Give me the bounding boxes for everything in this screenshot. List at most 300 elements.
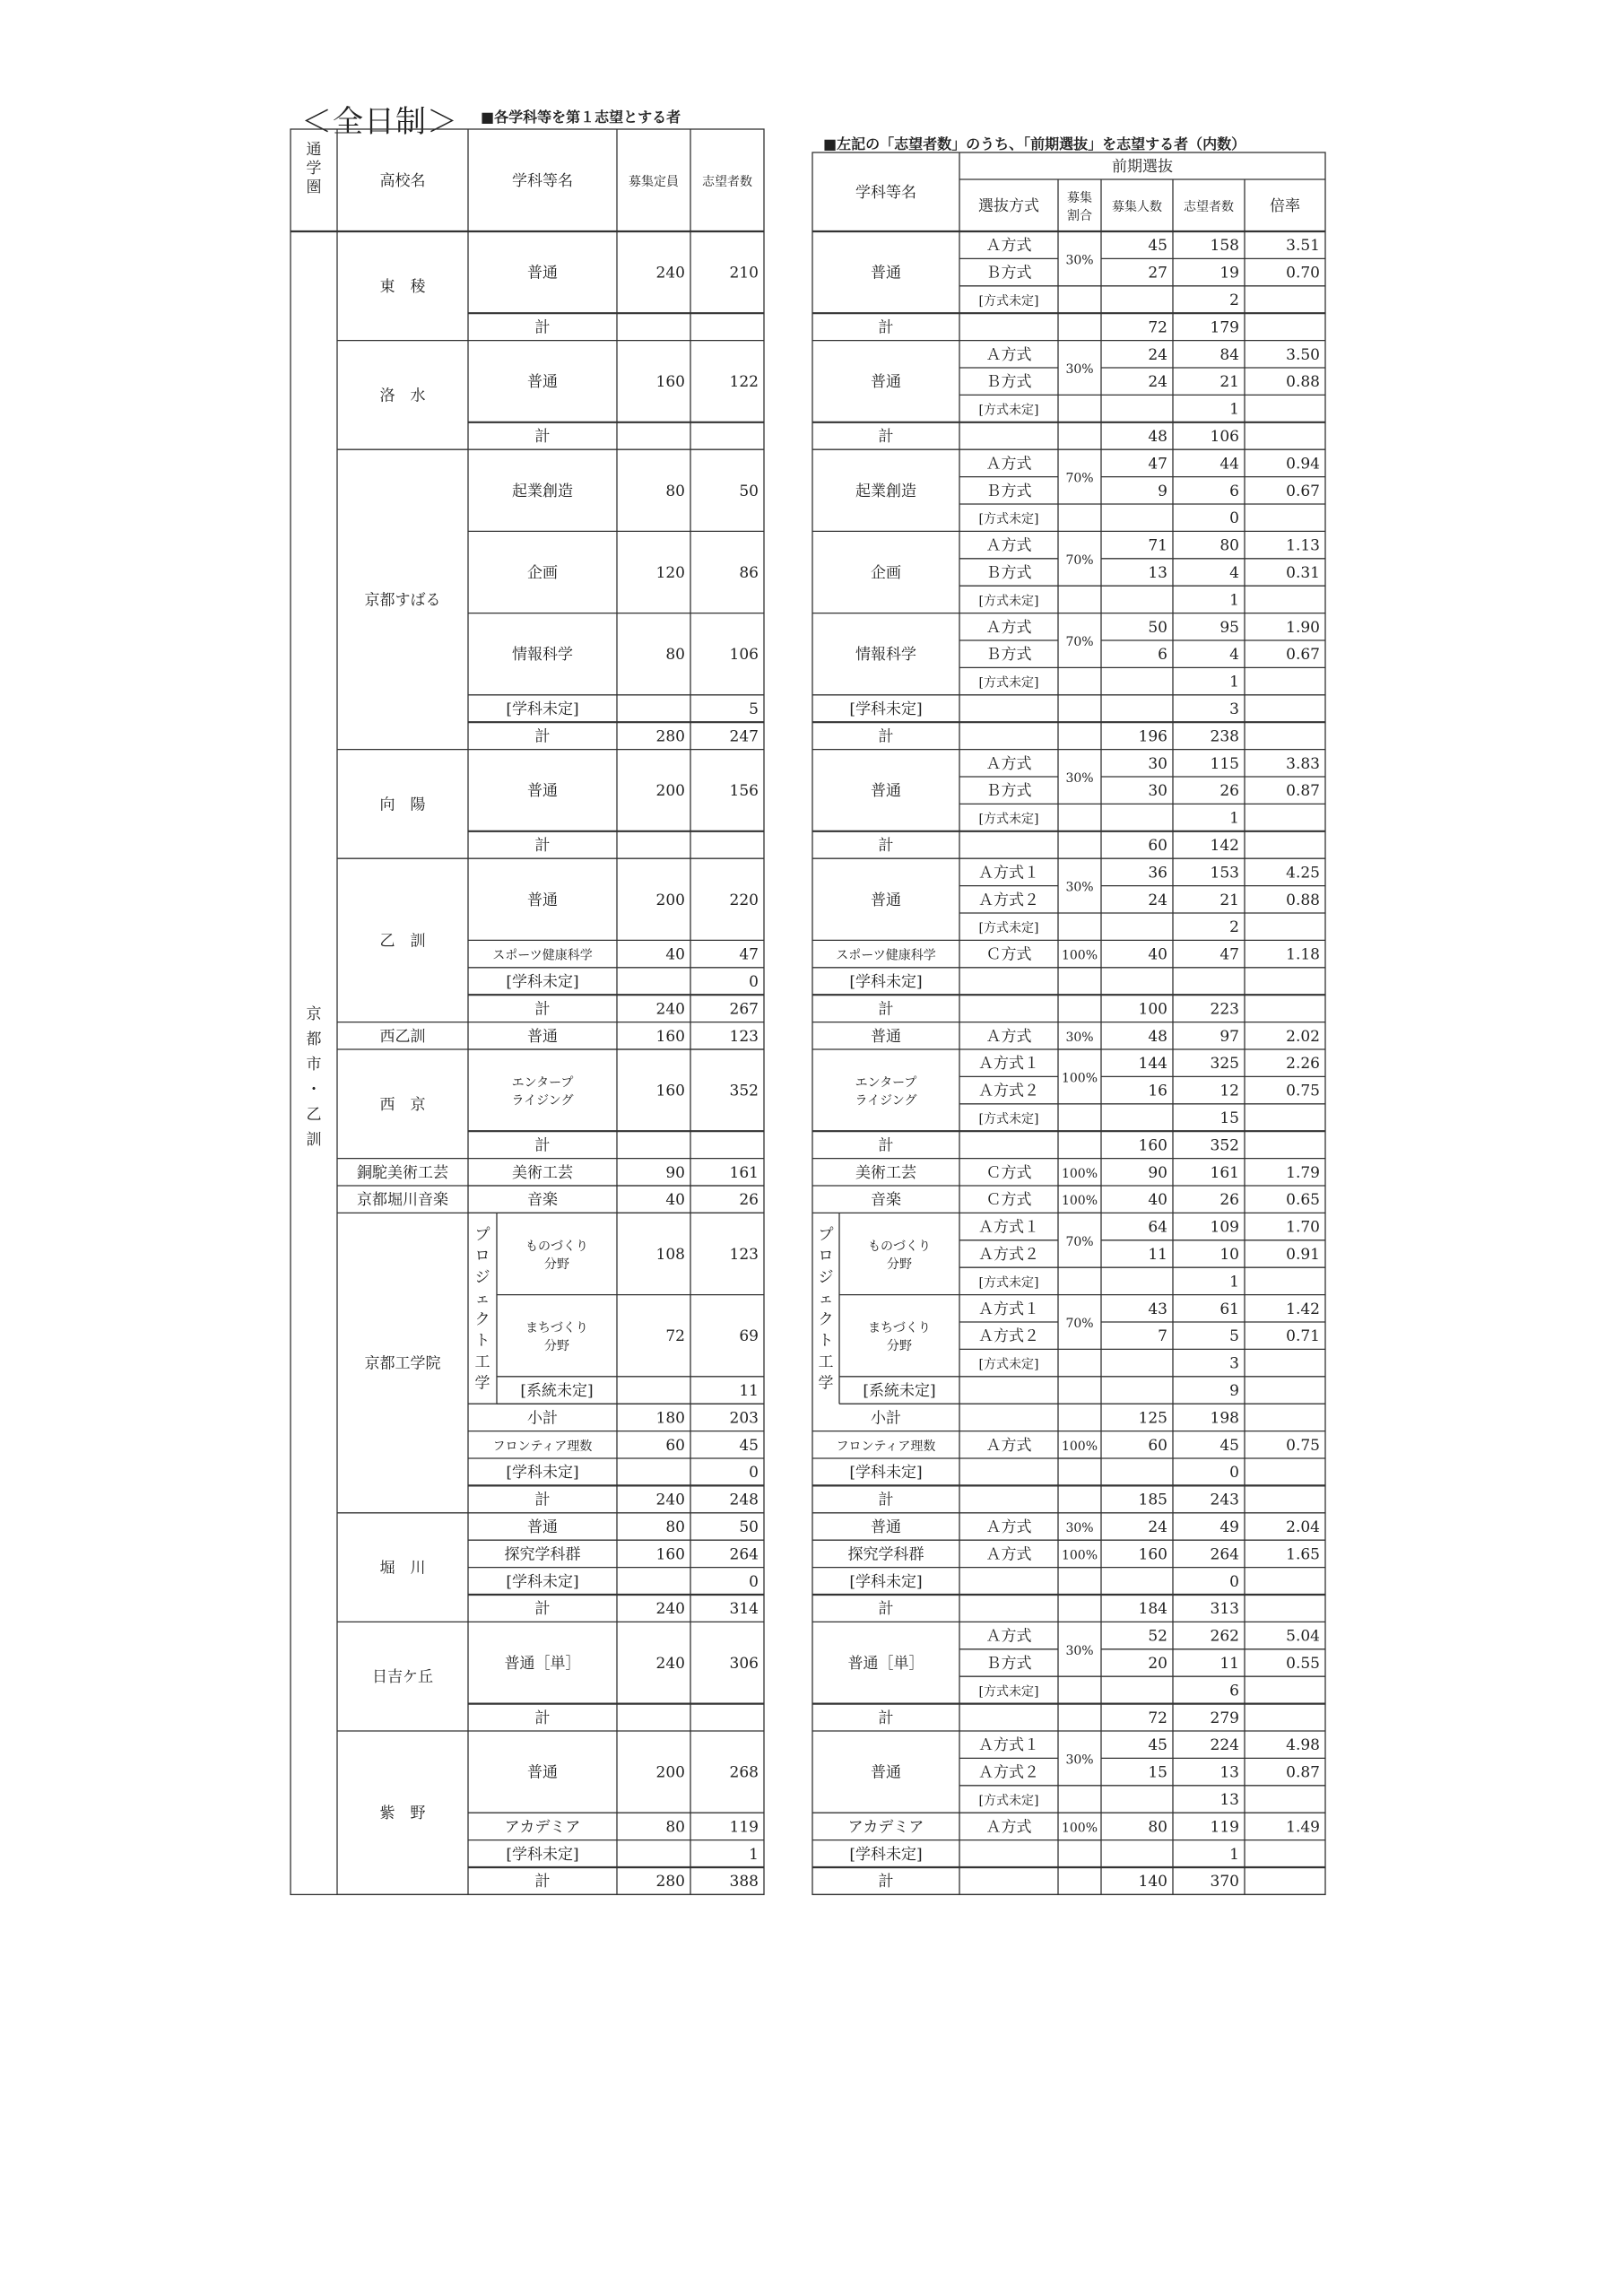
total-label: 計 (534, 1491, 551, 1509)
ratio-value: 100% (1061, 1821, 1098, 1836)
dept-name: [系統未定] (863, 1382, 936, 1400)
total-applicants: 179 (1210, 318, 1239, 337)
applicant-value: 95 (1219, 618, 1239, 637)
dept-name: [系統未定] (520, 1382, 594, 1400)
group-label: ェ (818, 1289, 834, 1308)
dept-name: 小計 (871, 1409, 901, 1428)
method-name: Ａ方式１ (978, 864, 1039, 883)
applicant-value: 1 (1229, 809, 1239, 828)
capacity-value: 240 (655, 1655, 685, 1673)
method-name: Ｃ方式 (985, 1163, 1032, 1182)
header-ratio: 割合 (1067, 209, 1092, 223)
total-capacity: 280 (655, 1873, 685, 1892)
dept-name: 普通 (527, 1027, 558, 1046)
dept-name: 探究学科群 (504, 1545, 581, 1564)
recruit-value: 27 (1148, 264, 1167, 283)
dept-name: [学科未定] (506, 700, 579, 718)
method-name: Ａ方式 (985, 536, 1032, 555)
total-label: 計 (534, 1873, 551, 1892)
dept-name: 普通［単］ (504, 1655, 581, 1673)
dept-name: フロンティア理数 (492, 1439, 593, 1454)
rate-value: 3.50 (1286, 345, 1320, 364)
applicant-value: 262 (1210, 1627, 1239, 1646)
total-capacity: 240 (655, 1000, 685, 1019)
method-name: [方式未定] (978, 812, 1039, 827)
school-name: 向 陽 (379, 796, 426, 814)
group-label: 工 (474, 1352, 490, 1371)
rate-value: 4.25 (1286, 864, 1320, 883)
method-name: Ａ方式 (985, 1027, 1032, 1046)
group-label: ロ (818, 1247, 834, 1265)
method-name: Ａ方式１ (978, 1218, 1039, 1237)
rate-value: 0.87 (1286, 1763, 1320, 1782)
ratio-value: 100% (1061, 1439, 1098, 1454)
applicant-value: 352 (729, 1082, 759, 1100)
dept-name: 分野 (887, 1257, 912, 1272)
dept-name: [学科未定] (506, 1464, 579, 1483)
rate-value: 2.02 (1286, 1027, 1320, 1046)
group-label: ト (818, 1332, 834, 1351)
recruit-value: 30 (1148, 782, 1167, 801)
rate-value: 1.18 (1286, 945, 1320, 964)
applicant-value: 268 (729, 1763, 759, 1782)
applicant-value: 156 (729, 782, 759, 801)
applicant-value: 0 (1229, 1572, 1239, 1591)
recruit-value: 47 (1148, 455, 1167, 474)
applicant-value: 47 (739, 945, 759, 964)
rate-value: 1.49 (1286, 1818, 1320, 1837)
dept-name: 企画 (527, 564, 558, 582)
school-name: 西乙訓 (379, 1027, 426, 1046)
applicant-value: 50 (739, 482, 759, 500)
school-name: 銅駝美術工芸 (357, 1163, 448, 1182)
recruit-value: 24 (1148, 345, 1167, 364)
rate-value: 1.42 (1286, 1300, 1320, 1318)
ratio-value: 100% (1061, 1548, 1098, 1563)
dept-name: フロンティア理数 (836, 1439, 936, 1454)
total-label: 計 (878, 428, 894, 446)
capacity-value: 72 (665, 1327, 685, 1346)
applicant-value: 161 (729, 1163, 759, 1182)
applicant-value: 5 (1229, 1327, 1239, 1346)
total-label: 計 (534, 727, 551, 746)
applicant-value: 10 (1219, 1246, 1239, 1264)
group-label: ロ (474, 1247, 490, 1265)
method-name: Ａ方式 (985, 1518, 1032, 1536)
method-name: Ａ方式 (985, 1627, 1032, 1646)
ratio-value: 30% (1065, 362, 1094, 377)
applicant-value: 50 (739, 1518, 759, 1536)
header-dept: 学科等名 (855, 184, 916, 202)
header-area: 圏 (306, 178, 322, 197)
dept-name: エンタープ (511, 1075, 574, 1091)
area-label: ・ (306, 1081, 322, 1099)
applicant-value: 0 (1229, 509, 1239, 528)
applicant-value: 4 (1229, 646, 1239, 665)
recruit-value: 43 (1148, 1300, 1167, 1318)
applicant-value: 203 (729, 1409, 759, 1428)
method-name: Ｂ方式 (985, 564, 1032, 582)
method-name: Ａ方式１ (978, 1055, 1039, 1074)
method-name: [方式未定] (978, 1357, 1039, 1372)
capacity-value: 180 (655, 1409, 685, 1428)
method-name: Ａ方式２ (978, 891, 1039, 909)
applicant-value: 45 (1219, 1436, 1239, 1455)
method-name: Ａ方式 (985, 1436, 1032, 1455)
applicant-value: 123 (729, 1027, 759, 1046)
applicant-value: 106 (729, 646, 759, 665)
recruit-value: 24 (1148, 891, 1167, 909)
dept-name: 普通 (871, 373, 901, 392)
dept-name: 普通 (871, 1027, 901, 1046)
method-name: [方式未定] (978, 1684, 1039, 1700)
rate-value: 5.04 (1286, 1627, 1320, 1646)
rate-value: 0.65 (1286, 1191, 1320, 1210)
rate-value: 0.67 (1286, 646, 1320, 665)
applicant-value: 11 (1219, 1655, 1239, 1673)
dept-name: [学科未定] (849, 1572, 923, 1591)
method-name: [方式未定] (978, 921, 1039, 936)
group-label: 工 (818, 1352, 834, 1371)
rate-value: 0.88 (1286, 373, 1320, 392)
capacity-value: 160 (655, 1027, 685, 1046)
method-name: Ｃ方式 (985, 1191, 1032, 1210)
header-ratio: 募集 (1067, 191, 1092, 205)
applicant-value: 49 (1219, 1518, 1239, 1536)
dept-name: 分野 (544, 1257, 569, 1272)
dept-name: 普通 (527, 264, 558, 283)
dept-name: 起業創造 (512, 482, 573, 500)
group-label: 学 (818, 1374, 834, 1393)
applicant-value: 21 (1219, 373, 1239, 392)
ratio-value: 30% (1065, 771, 1094, 786)
method-name: Ｂ方式 (985, 264, 1032, 283)
applicant-value: 6 (1229, 1682, 1239, 1700)
applicant-value: 97 (1219, 1027, 1239, 1046)
rate-value: 3.83 (1286, 754, 1320, 773)
dept-name: 美術工芸 (855, 1163, 916, 1182)
dept-name: 普通［単］ (847, 1655, 924, 1673)
area-label: 乙 (306, 1106, 322, 1124)
recruit-value: 144 (1138, 1055, 1167, 1074)
rate-value: 1.65 (1286, 1545, 1320, 1564)
school-name: 堀 川 (379, 1559, 426, 1578)
total-applicants: 106 (1210, 428, 1239, 446)
total-applicants: 314 (729, 1600, 759, 1619)
rate-value: 0.75 (1286, 1436, 1320, 1455)
method-name: Ｂ方式 (985, 482, 1032, 500)
total-recruit: 48 (1148, 428, 1167, 446)
method-name: Ａ方式 (985, 455, 1032, 474)
applicant-value: 0 (749, 1572, 759, 1591)
page-title: ＜全日制＞ (301, 104, 458, 140)
group-label: 学 (474, 1374, 490, 1393)
area-label: 市 (306, 1056, 322, 1074)
total-applicants: 238 (1210, 727, 1239, 746)
total-recruit: 196 (1138, 727, 1167, 746)
ratio-value: 30% (1065, 1752, 1094, 1768)
applicant-value: 2 (1229, 918, 1239, 937)
method-name: [方式未定] (978, 675, 1039, 691)
dept-name: まちづくり (525, 1321, 588, 1336)
method-name: Ａ方式２ (978, 1082, 1039, 1100)
header-capacity: 募集定員 (629, 175, 679, 189)
left-table-caption: ■各学科等を第１志望とする者 (481, 109, 681, 126)
total-recruit: 72 (1148, 1709, 1167, 1727)
capacity-value: 200 (655, 782, 685, 801)
dept-name: ライジング (855, 1093, 917, 1109)
total-label: 計 (878, 837, 894, 855)
applicant-value: 198 (1210, 1409, 1239, 1428)
dept-name: 普通 (527, 782, 558, 801)
recruit-value: 125 (1138, 1409, 1167, 1428)
applicant-value: 0 (749, 973, 759, 991)
recruit-value: 45 (1148, 237, 1167, 256)
applicant-value: 158 (1210, 237, 1239, 256)
capacity-value: 80 (665, 1518, 685, 1536)
dept-name: ものづくり (525, 1239, 588, 1254)
total-applicants: 388 (729, 1873, 759, 1892)
applicant-value: 26 (1219, 782, 1239, 801)
applicant-value: 153 (1210, 864, 1239, 883)
method-name: Ｂ方式 (985, 646, 1032, 665)
group-label: ジ (474, 1268, 490, 1287)
ratio-value: 100% (1061, 948, 1098, 963)
method-name: Ｂ方式 (985, 1655, 1032, 1673)
total-label: 計 (878, 1000, 894, 1019)
applicant-value: 45 (739, 1436, 759, 1455)
right-table-caption: ■左記の「志望者数」のうち、「前期選抜」を志望する者（内数） (823, 135, 1246, 152)
recruit-value: 11 (1148, 1246, 1167, 1264)
applicant-value: 1 (1229, 673, 1239, 691)
rate-value: 2.04 (1286, 1518, 1320, 1536)
header-recruit: 募集人数 (1112, 200, 1162, 214)
recruit-value: 48 (1148, 1027, 1167, 1046)
total-capacity: 280 (655, 727, 685, 746)
ratio-value: 100% (1061, 1194, 1098, 1209)
total-label: 計 (534, 1709, 551, 1727)
applicant-value: 161 (1210, 1163, 1239, 1182)
total-applicants: 279 (1210, 1709, 1239, 1727)
total-applicants: 370 (1210, 1873, 1239, 1892)
total-label: 計 (534, 1000, 551, 1019)
applicant-value: 1 (1229, 400, 1239, 419)
dept-name: 情報科学 (855, 646, 916, 665)
recruit-value: 50 (1148, 618, 1167, 637)
dept-name: [学科未定] (506, 1845, 579, 1864)
group-label: ト (474, 1332, 490, 1351)
ratio-value: 30% (1065, 1643, 1094, 1658)
header-applicants: 志望者数 (1184, 200, 1234, 214)
dept-name: [学科未定] (506, 1572, 579, 1591)
dept-name: アカデミア (504, 1818, 581, 1837)
method-name: Ａ方式 (985, 1818, 1032, 1837)
applicant-value: 61 (1219, 1300, 1239, 1318)
applicant-value: 80 (1219, 536, 1239, 555)
table-border (812, 152, 1325, 1894)
total-applicants: 243 (1210, 1491, 1239, 1509)
recruit-value: 36 (1148, 864, 1167, 883)
dept-name: 探究学科群 (847, 1545, 924, 1564)
total-applicants: 142 (1210, 837, 1239, 855)
ratio-value: 70% (1065, 471, 1094, 486)
recruit-value: 80 (1148, 1818, 1167, 1837)
recruit-value: 13 (1148, 564, 1167, 582)
total-label: 計 (534, 837, 551, 855)
method-name: Ａ方式 (985, 618, 1032, 637)
total-label: 計 (878, 1491, 894, 1509)
recruit-value: 64 (1148, 1218, 1167, 1237)
total-applicants: 352 (1210, 1136, 1239, 1155)
method-name: [方式未定] (978, 1112, 1039, 1126)
dept-name: [学科未定] (849, 1845, 923, 1864)
table-border (291, 129, 764, 1894)
dept-name: 起業創造 (855, 482, 916, 500)
capacity-value: 40 (665, 1191, 685, 1210)
recruit-value: 71 (1148, 536, 1167, 555)
applicant-value: 1 (749, 1845, 759, 1864)
applicant-value: 115 (1210, 754, 1239, 773)
group-label: ジ (818, 1268, 834, 1287)
header-applicants: 志望者数 (702, 175, 752, 189)
ratio-value: 70% (1065, 635, 1094, 649)
total-label: 計 (878, 1709, 894, 1727)
recruit-value: 30 (1148, 754, 1167, 773)
dept-name: [学科未定] (849, 700, 923, 718)
dept-name: 情報科学 (512, 646, 573, 665)
total-label: 計 (878, 1873, 894, 1892)
dept-name: 普通 (871, 1763, 901, 1782)
total-label: 計 (534, 1600, 551, 1619)
header-dept: 学科等名 (512, 172, 573, 190)
recruit-value: 16 (1148, 1082, 1167, 1100)
dept-name: [学科未定] (849, 1464, 923, 1483)
dept-name: 普通 (527, 373, 558, 392)
dept-name: まちづくり (868, 1321, 931, 1336)
applicant-value: 13 (1219, 1791, 1239, 1809)
rate-value: 0.71 (1286, 1327, 1320, 1346)
total-recruit: 72 (1148, 318, 1167, 337)
dept-name: 普通 (871, 264, 901, 283)
total-applicants: 248 (729, 1491, 759, 1509)
rate-value: 0.88 (1286, 891, 1320, 909)
applicant-value: 122 (729, 373, 759, 392)
applicant-value: 4 (1229, 564, 1239, 582)
ratio-value: 70% (1065, 1234, 1094, 1249)
header-method: 選抜方式 (978, 197, 1039, 215)
total-recruit: 100 (1138, 1000, 1167, 1019)
applicant-value: 325 (1210, 1055, 1239, 1074)
applicant-value: 13 (1219, 1763, 1239, 1782)
method-name: Ａ方式 (985, 754, 1032, 773)
capacity-value: 120 (655, 564, 685, 582)
capacity-value: 80 (665, 1818, 685, 1837)
first-choice-table (289, 0, 791, 1937)
method-name: [方式未定] (978, 1794, 1039, 1808)
recruit-value: 40 (1148, 1191, 1167, 1210)
area-label: 訓 (306, 1131, 322, 1149)
method-name: Ｂ方式 (985, 782, 1032, 801)
rate-value: 1.13 (1286, 536, 1320, 555)
dept-name: 普通 (871, 1518, 901, 1536)
method-name: Ａ方式１ (978, 1736, 1039, 1755)
dept-name: 普通 (527, 1518, 558, 1536)
applicant-value: 11 (739, 1382, 759, 1400)
rate-value: 0.67 (1286, 482, 1320, 500)
ratio-value: 100% (1061, 1071, 1098, 1086)
school-name: 日吉ケ丘 (372, 1668, 433, 1687)
school-name: 乙 訓 (379, 932, 426, 951)
method-name: Ｃ方式 (985, 945, 1032, 964)
total-label: 計 (878, 1136, 894, 1155)
ratio-value: 70% (1065, 552, 1094, 568)
total-label: 計 (534, 428, 551, 446)
recruit-value: 15 (1148, 1763, 1167, 1782)
capacity-value: 80 (665, 482, 685, 500)
rate-value: 0.31 (1286, 564, 1320, 582)
method-name: Ａ方式 (985, 1545, 1032, 1564)
method-name: Ａ方式２ (978, 1763, 1039, 1782)
total-applicants: 313 (1210, 1600, 1239, 1619)
rate-value: 1.79 (1286, 1163, 1320, 1182)
rate-value: 3.51 (1286, 237, 1320, 256)
group-label: ク (474, 1310, 490, 1329)
total-recruit: 60 (1148, 837, 1167, 855)
total-label: 計 (878, 318, 894, 337)
school-name: 東 稜 (379, 277, 426, 296)
capacity-value: 240 (655, 264, 685, 283)
dept-name: 音楽 (527, 1191, 558, 1210)
recruit-value: 60 (1148, 1436, 1167, 1455)
rate-value: 4.98 (1286, 1736, 1320, 1755)
dept-name: ライジング (511, 1093, 574, 1109)
group-label: ェ (474, 1289, 490, 1308)
applicant-value: 9 (1229, 1382, 1239, 1400)
method-name: Ｂ方式 (985, 373, 1032, 392)
applicant-value: 2 (1229, 291, 1239, 309)
applicant-value: 69 (739, 1327, 759, 1346)
applicant-value: 3 (1229, 1354, 1239, 1373)
ratio-value: 30% (1065, 1030, 1094, 1045)
rate-value: 0.75 (1286, 1082, 1320, 1100)
total-label: 計 (534, 1136, 551, 1155)
ratio-value: 30% (1065, 880, 1094, 895)
applicant-value: 119 (729, 1818, 759, 1837)
total-label: 計 (878, 1600, 894, 1619)
group-label: プ (818, 1226, 834, 1245)
ratio-value: 70% (1065, 1317, 1094, 1331)
applicant-value: 1 (1229, 1273, 1239, 1292)
dept-name: アカデミア (847, 1818, 924, 1837)
method-name: Ａ方式２ (978, 1327, 1039, 1346)
applicant-value: 264 (729, 1545, 759, 1564)
dept-name: 普通 (527, 1763, 558, 1782)
capacity-value: 60 (665, 1436, 685, 1455)
applicant-value: 123 (729, 1246, 759, 1264)
header-rate: 倍率 (1270, 197, 1300, 215)
total-recruit: 140 (1138, 1873, 1167, 1892)
capacity-value: 160 (655, 373, 685, 392)
capacity-value: 80 (665, 646, 685, 665)
applicant-value: 210 (729, 264, 759, 283)
dept-name: 普通 (527, 891, 558, 909)
recruit-value: 20 (1148, 1655, 1167, 1673)
applicant-value: 0 (1229, 1464, 1239, 1483)
applicant-value: 119 (1210, 1818, 1239, 1837)
rate-value: 2.26 (1286, 1055, 1320, 1074)
dept-name: 普通 (871, 891, 901, 909)
header-area: 通 (306, 140, 322, 159)
